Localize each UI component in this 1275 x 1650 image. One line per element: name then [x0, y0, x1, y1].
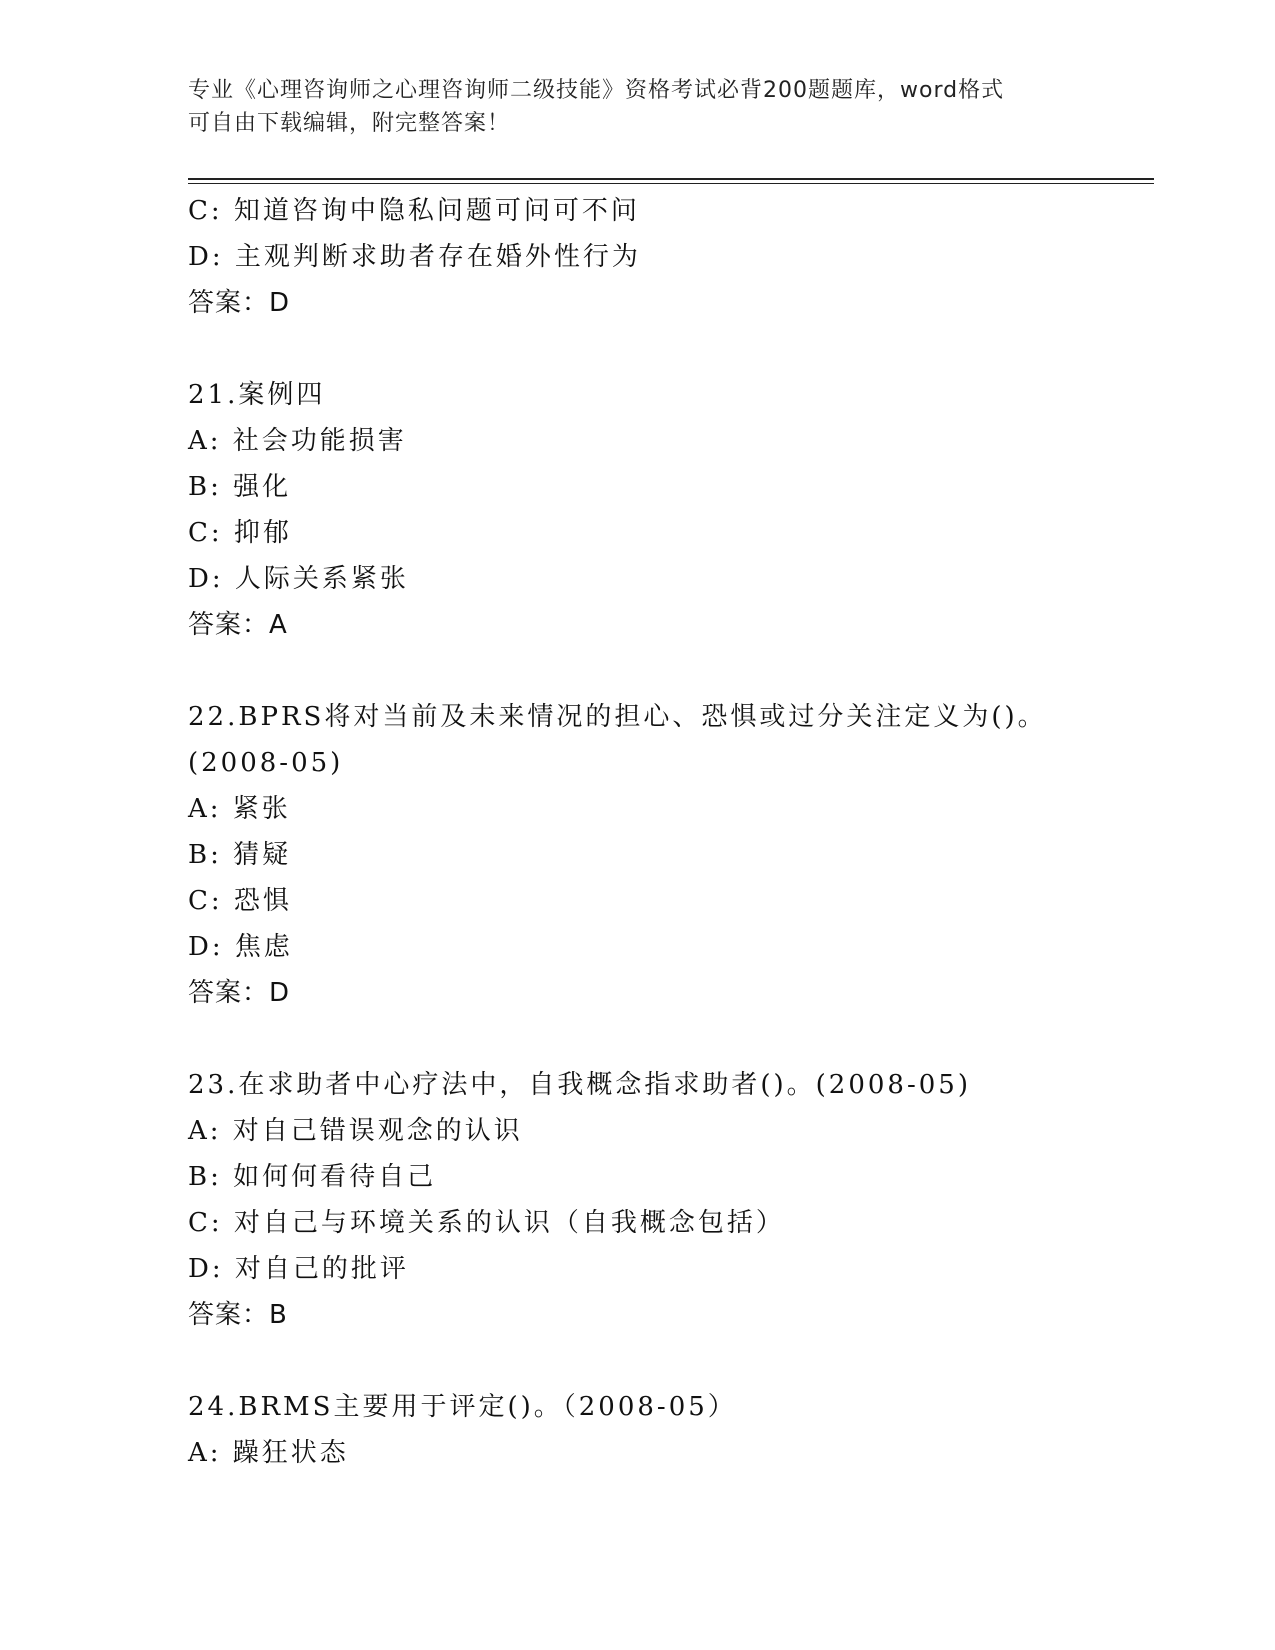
- question-line: (2008-05): [188, 748, 344, 778]
- option-line: B: 猜疑: [188, 840, 292, 870]
- header-line-1: 专业《心理咨询师之心理咨询师二级技能》资格考试必背200题题库，word格式: [188, 78, 1005, 103]
- question-line: 24.BRMS主要用于评定()。（2008-05）: [188, 1392, 737, 1422]
- option-line: A: 社会功能损害: [188, 426, 407, 456]
- option-line: C: 知道咨询中隐私问题可问可不问: [188, 196, 640, 226]
- spacer: [188, 1016, 1148, 1062]
- question-line: 22.BPRS将对当前及未来情况的担心、恐惧或过分关注定义为()。: [188, 702, 1047, 732]
- option-line: C: 对自己与环境关系的认识（自我概念包括）: [188, 1208, 785, 1238]
- answer-line: 答案：A: [188, 610, 288, 640]
- answer-line: 答案：D: [188, 978, 291, 1008]
- question-list: [188, 188, 1148, 1476]
- answer-line: 答案：B: [188, 1300, 288, 1330]
- option-line: A: 对自己错误观念的认识: [188, 1116, 523, 1146]
- option-line: A: 躁狂状态: [188, 1438, 349, 1468]
- question-line: 23.在求助者中心疗法中，自我概念指求助者()。(2008-05): [188, 1070, 971, 1100]
- option-line: D: 人际关系紧张: [188, 564, 409, 594]
- header-line-2: 可自由下载编辑，附完整答案！: [188, 111, 511, 136]
- option-line: D: 焦虑: [188, 932, 293, 962]
- option-line: B: 如何何看待自己: [188, 1162, 437, 1192]
- spacer: [188, 326, 1148, 372]
- option-line: C: 抑郁: [188, 518, 292, 548]
- header-divider-thin: [188, 183, 1154, 184]
- spacer: [188, 1338, 1148, 1384]
- question-line: 21.案例四: [188, 380, 326, 410]
- answer-line: 答案：D: [188, 288, 291, 318]
- option-line: D: 主观判断求助者存在婚外性行为: [188, 242, 641, 272]
- option-line: A: 紧张: [188, 794, 291, 824]
- question-block: [188, 694, 1148, 1016]
- header-divider-thick: [188, 178, 1154, 180]
- spacer: [188, 648, 1148, 694]
- option-line: C: 恐惧: [188, 886, 292, 916]
- question-block: [188, 188, 1148, 326]
- question-block: [188, 1062, 1148, 1338]
- question-block: [188, 1384, 1148, 1476]
- option-line: D: 对自己的批评: [188, 1254, 409, 1284]
- question-block: [188, 372, 1148, 648]
- document-header: [188, 74, 1088, 140]
- option-line: B: 强化: [188, 472, 292, 502]
